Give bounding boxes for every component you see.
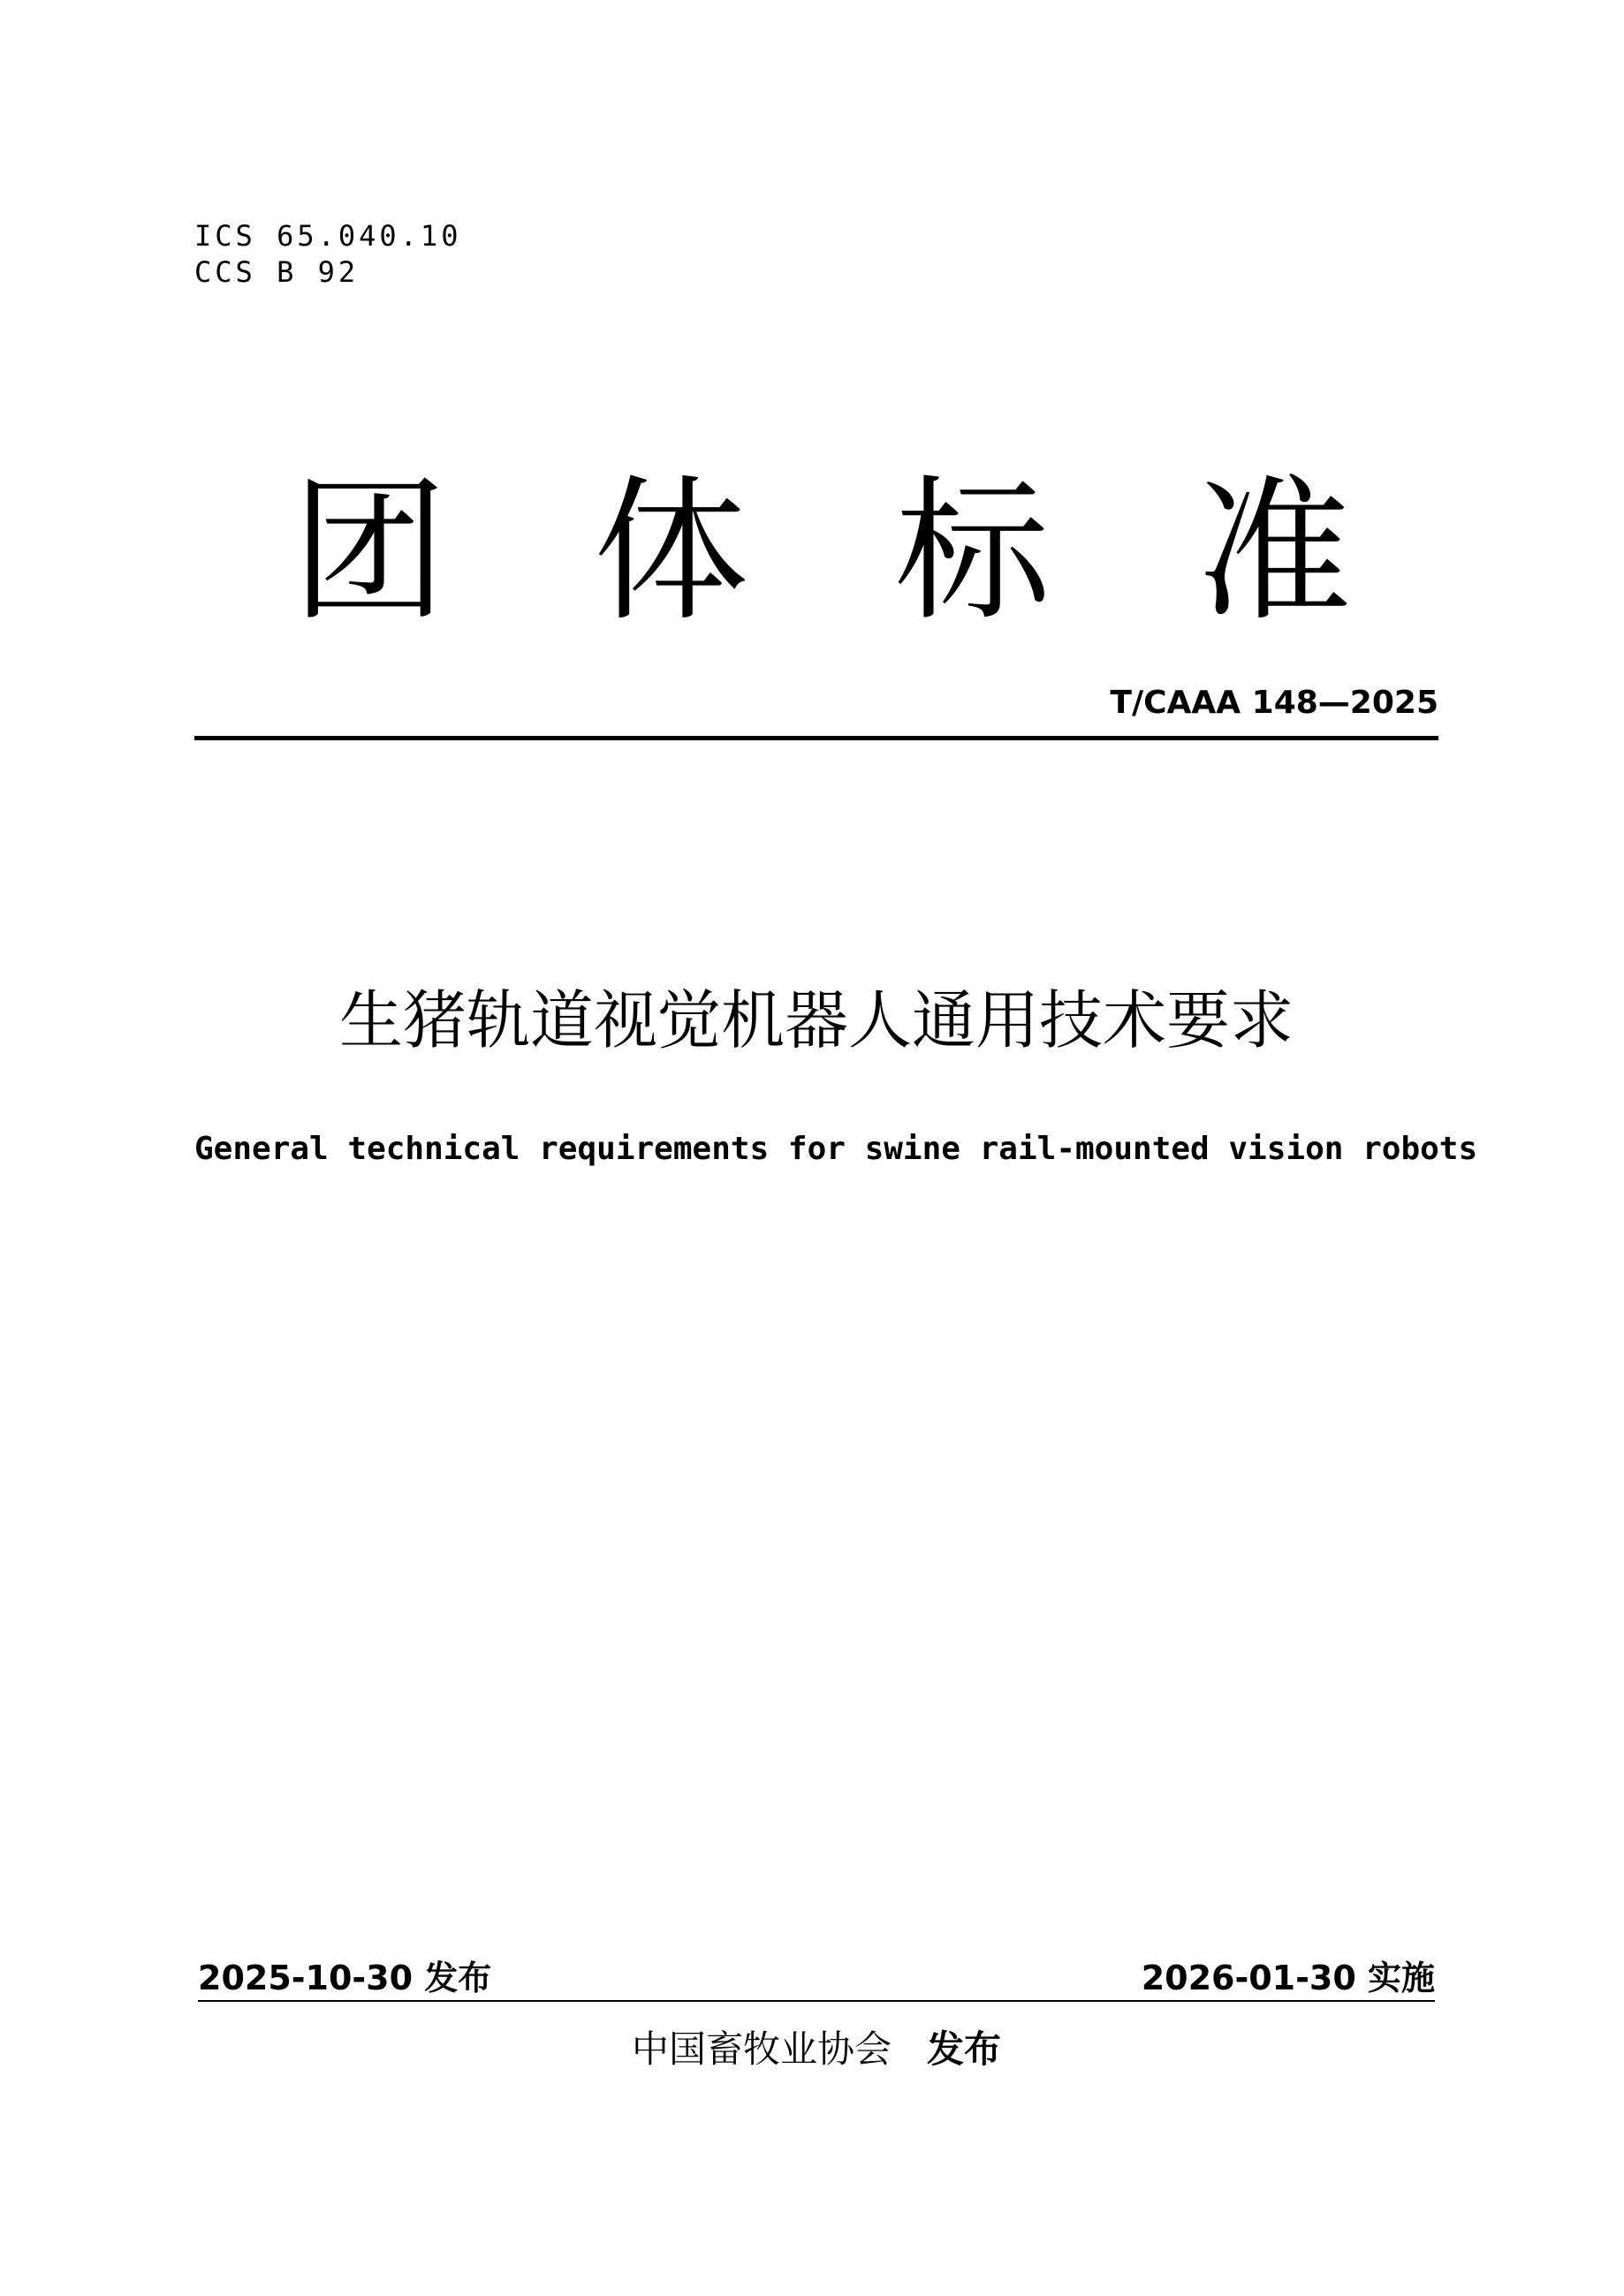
release-date: 2025-10-30 发布 (198, 1959, 492, 1997)
implementation-date: 2026-01-30 实施 (1141, 1959, 1435, 1997)
ccs-code: CCS B 92 (194, 255, 360, 289)
footer-divider (198, 2000, 1435, 2002)
publisher-action: 发布 (927, 2027, 1002, 2071)
heading-char-3: 标 (894, 461, 1051, 642)
chinese-title: 生猪轨道视觉机器人通用技术要求 (338, 983, 1294, 1057)
publisher-name: 中国畜牧业协会 (631, 2027, 892, 2071)
heading-char-1: 团 (292, 461, 448, 642)
publisher-line (194, 2025, 1438, 2074)
ics-code: ICS 65.040.10 (194, 219, 462, 253)
heading-char-2: 体 (593, 461, 749, 642)
english-title: General technical requirements for swine rail-mounted vision robots (194, 1131, 1478, 1167)
heading-char-4: 准 (1195, 461, 1352, 642)
document-type-heading (292, 461, 1352, 642)
standard-code: T/CAAA 148—2025 (1110, 685, 1438, 721)
header-divider (194, 736, 1438, 740)
